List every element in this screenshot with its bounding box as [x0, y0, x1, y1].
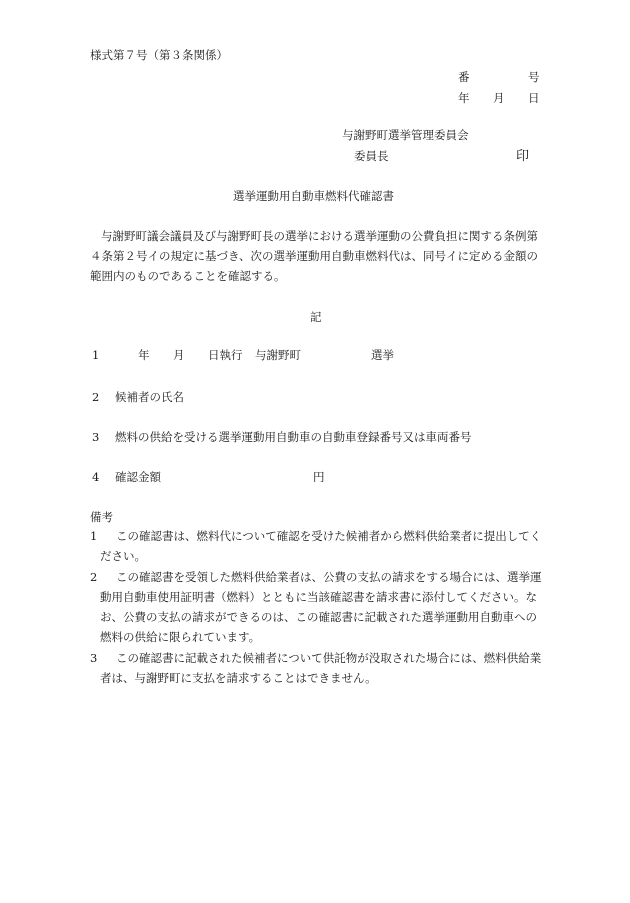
- number-suffix: 号: [528, 70, 540, 84]
- item-4-number: 4: [92, 470, 100, 484]
- remark-1-number: 1: [90, 529, 98, 543]
- form-number: 様式第７号（第３条関係）: [90, 48, 228, 62]
- number-label: 番: [458, 70, 470, 84]
- remark-2-number: 2: [90, 570, 98, 584]
- remark-1: [90, 526, 548, 566]
- remark-2-text: この確認書を受領した燃料供給業者は、公費の支払の請求をする場合には、選挙運動用自動車使用証明書（燃料）とともに当該確認書を請求書に添付してください。なお、公費の支払の請求ができるのは、この確認書に記載された選挙運動用自動車への燃料の供給に限られています。: [100, 570, 542, 644]
- remark-3: [90, 648, 548, 688]
- remark-1-text: この確認書は、燃料代について確認を受けた候補者から燃料供給業者に提出してください。: [100, 529, 542, 563]
- seal-mark: 印: [516, 149, 530, 164]
- remark-3-number: 3: [90, 651, 98, 665]
- item-4-unit: 円: [313, 470, 325, 484]
- item-1-number: 1: [92, 348, 100, 362]
- item-4-label: 確認金額: [115, 470, 161, 484]
- remark-3-text: この確認書に記載された候補者について供託物が没取された場合には、燃料供給業者は、与謝野町に支払を請求することはできません。: [100, 651, 542, 685]
- item-2-number: 2: [92, 390, 100, 404]
- document-title: 選挙運動用自動車燃料代確認書: [233, 189, 394, 203]
- ki-heading: 記: [310, 310, 322, 324]
- item-1-town: 与謝野町: [255, 348, 301, 362]
- item-3-number: 3: [92, 430, 100, 444]
- issuer-title: 委員長: [354, 149, 389, 163]
- intro-paragraph: 与謝野町議会議員及び与謝野町長の選挙における選挙運動の公費負担に関する条例第４条第２号イの規定に基づき、次の選挙運動用自動車燃料代は、同号イに定める金額の範囲内のものであることを確認する。: [90, 229, 539, 283]
- item-3-label: 燃料の供給を受ける選挙運動用自動車の自動車登録番号又は車両番号: [115, 430, 472, 444]
- date-year: 年: [458, 91, 470, 105]
- remarks-heading: 備考: [90, 510, 113, 524]
- item-1-month: 月: [173, 348, 185, 362]
- issuer-org: 与謝野町選挙管理委員会: [342, 128, 469, 142]
- remark-2: [90, 567, 548, 647]
- item-1-year: 年: [138, 348, 150, 362]
- item-2-label: 候補者の氏名: [115, 390, 184, 404]
- item-1-election: 選挙: [371, 348, 394, 362]
- date-month: 月: [493, 91, 505, 105]
- date-day: 日: [528, 91, 540, 105]
- item-1-day-exec: 日執行: [208, 348, 243, 362]
